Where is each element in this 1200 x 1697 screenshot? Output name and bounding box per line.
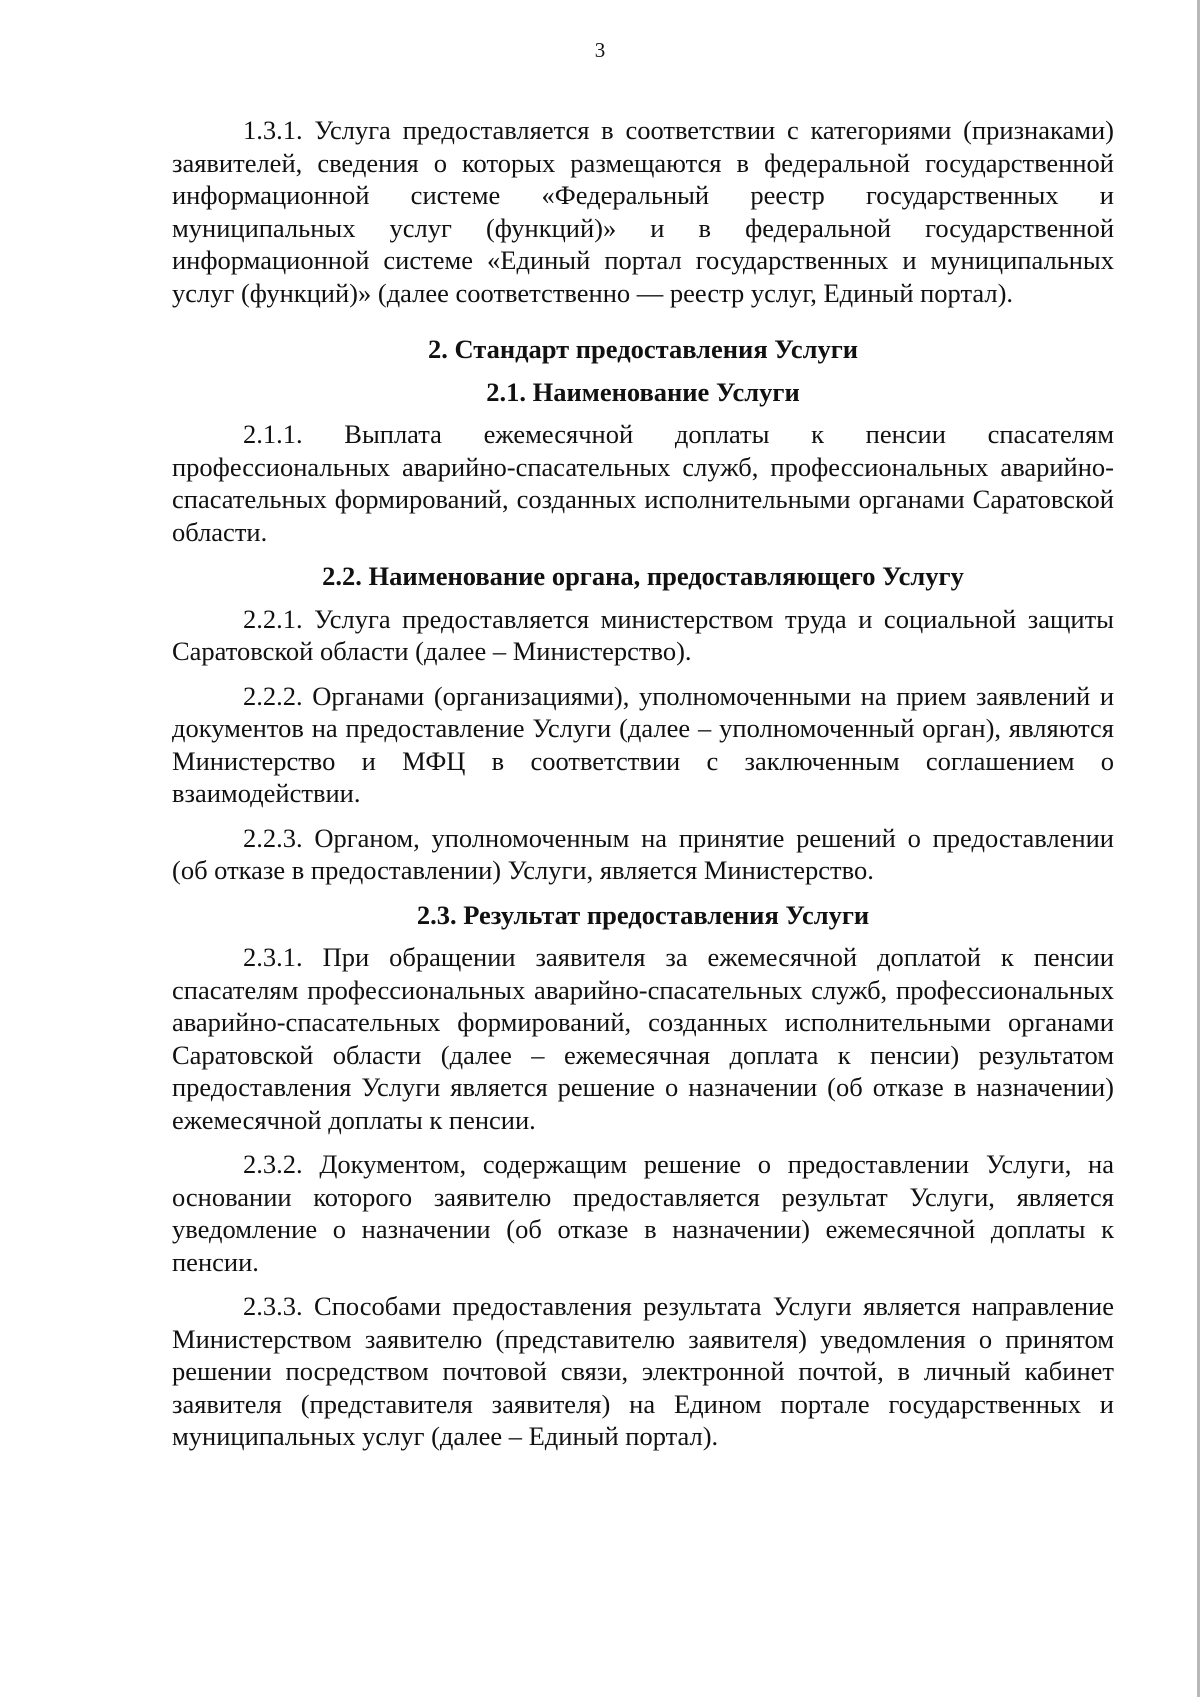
paragraph-2-3-2: 2.3.2. Документом, содержащим решение о предоставлении Услуги, на основании которого заявителю предоставляется результат Услуги, является уведомление о назначении (об отказе в назначении) ежемесячной доплаты к пенсии. (172, 1149, 1114, 1277)
paragraph-2-2-1: 2.2.1. Услуга предоставляется министерством труда и социальной защиты Саратовской области (далее – Министерство). (172, 603, 1114, 666)
subsection-heading-2-1: 2.1. Наименование Услуги (486, 376, 800, 407)
section-heading-2: 2. Стандарт предоставления Услуги (427, 334, 859, 364)
paragraph-2-3-1: 2.3.1. При обращении заявителя за ежемесячной доплатой к пенсии спасателям профессиональных аварийно-спасательных служб, профессиональных аварийно-спасательных формирований, созданных исполнительными органами Саратовской области (далее – ежемесячная доплата к пенсии) результатом предоставления Услуги является решение о назначении (об отказе в назначении) ежемесячной доплаты к пенсии. (172, 942, 1114, 1135)
paragraph-2-2-2: 2.2.2. Органами (организациями), уполномоченными на прием заявлений и документов на предоставление Услуги (далее – уполномоченный орган), являются Министерство и МФЦ в соответствии с заключенным соглашением о взаимодействии. (172, 680, 1114, 808)
document-body (172, 114, 1114, 1465)
page-number: 3 (594, 38, 606, 62)
subsection-heading-2-2: 2.2. Наименование органа, предоставляющего Услугу (322, 561, 964, 591)
paragraph-2-3-3: 2.3.3. Способами предоставления результата Услуги является направление Министерством заявителю (представителю заявителя) уведомления о принятом решении посредством почтовой связи, электронной почтой, в личный кабинет заявителя (представителя заявителя) на Едином портале государственных и муниципальных услуг (далее – Единый портал). (172, 1291, 1114, 1451)
paragraph-2-1-1: 2.1.1. Выплата ежемесячной доплаты к пенсии спасателям профессиональных аварийно-спасательных служб, профессиональных аварийно-спасательных формирований, созданных исполнительными органами Саратовской области. (172, 419, 1114, 547)
subsection-heading-2-3: 2.3. Результат предоставления Услуги (416, 899, 870, 930)
paragraph-2-2-3: 2.2.3. Органом, уполномоченным на принятие решений о предоставлении (об отказе в предоставлении) Услуги, является Министерство. (172, 822, 1114, 885)
paragraph-1-3-1: 1.3.1. Услуга предоставляется в соответствии с категориями (признаками) заявителей, сведения о которых размещаются в федеральной государственной информационной системе «Федеральный реестр государственных и муниципальных услуг (функций)» и в федеральной государственной информационной системе «Единый портал государственных и муниципальных услуг (функций)» (далее соответственно — реестр услуг, Единый портал). (172, 115, 1114, 308)
